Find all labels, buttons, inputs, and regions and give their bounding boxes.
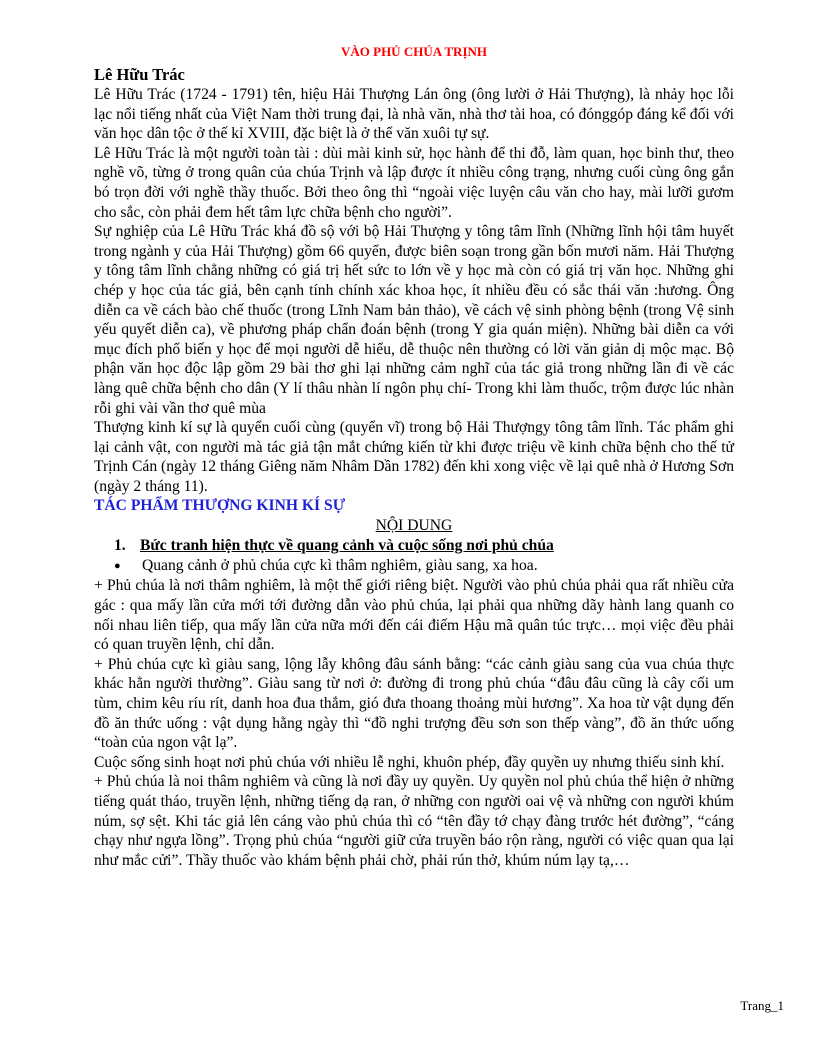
- body-paragraph-2: + Phủ chúa cực kì giàu sang, lộng lẫy không đâu sánh bằng: “các cảnh giàu sang của vua chúa thực khác hẳn người thường”. Giàu sang từ nơi ở: đường đi trong phủ chúa “đâu đâu cũng là cây cối um tùm, chim kêu ríu rít, danh hoa đua thắm, gió đưa thoang thoảng mùi hương”. Xa hoa từ vật dụng đến đồ ăn thức uống : vật dụng hằng ngày thì “đồ nghi trượng đều sơn son thếp vàng”, đồ ăn thức uống “toàn của ngon vật lạ”.: [94, 655, 734, 752]
- intro-paragraph-2: Lê Hữu Trác là một người toàn tài : dùi mài kinh sử, học hành để thi đỗ, làm quan, học binh thư, theo nghề võ, từng ở trong quân của chúa Trịnh và lập được ít nhiều công trạng, nhưng cuối cùng ông gắn bó trọn đời với nghề thầy thuốc. Bởi theo ông thì “ngoài việc luyện câu văn cho hay, mài lưỡi gươm cho sắc, còn phải đem hết tâm lực chữa bệnh cho người”.: [94, 144, 734, 221]
- intro-paragraph-1: Lê Hữu Trác (1724 - 1791) tên, hiệu Hải Thượng Lán ông (ông lười ở Hải Thượng), là nhảy học lỗi lạc nổi tiếng nhất của Việt Nam thời trung đại, là nhà văn, nhà thơ tài hoa, có đónggóp đáng kể đối với văn học dân tộc ở thế kỉ XVIII, đặc biệt là ở thể văn xuôi tự sự.: [94, 86, 734, 143]
- content-heading: NỘI DUNG: [375, 517, 453, 535]
- page-footer: Trang_1: [740, 998, 784, 1013]
- bullet-icon: ●: [114, 560, 121, 573]
- bullet-item-text: Quang cảnh ở phủ chúa cực kì thâm nghiêm, giàu sang, xa hoa.: [142, 557, 538, 575]
- intro-paragraph-3: Sự nghiệp của Lê Hữu Trác khá đồ sộ với bộ Hải Thượng y tông tâm lĩnh (Những lĩnh hội tâm huyết trong ngành y của Hải Thượng) gồm 66 quyển, được biên soạn trong gần bốn mươi năm. Hải Thượng y tông tâm lĩnh chẳng những có giá trị hết sức to lớn về y học mà còn có giá trị văn học. Những ghi chép y học của tác giả, bên cạnh tính chính xác khoa học, ít nhiều đều có sắc thái văn :hương. Ông diễn ca về cách bào chế thuốc (trong Lĩnh Nam bản thảo), về cách vệ sinh phòng bệnh (trong Vệ sinh yếu quyết diễn ca), về phương pháp chẩn đoán bệnh (trong Y gia quán miện). Những bài diễn ca với mục đích phổ biến y học để mọi người dễ hiểu, dễ thuộc nên thường có lời văn giản dị mộc mạc. Bộ phận văn học độc lập gồm 29 bài thơ ghi lại những cảm nghĩ của tác giả trong những lần đi về các làng quê chữa bệnh cho dân (Y lí thâu nhàn lí ngôn phụ chí- Trong khi làm thuốc, trộm được lúc nhàn rỗi ghi vài vần thơ quê mùa: [94, 223, 734, 417]
- author-heading: Lê Hữu Trác: [94, 65, 185, 84]
- intro-paragraph-4: Thượng kinh kí sự là quyển cuối cùng (quyển vĩ) trong bộ Hải Thượngy tông tâm lĩnh. Tác phẩm ghi lại cảnh vật, con người mà tác giả tận mắt chứng kiến từ khi được triệu về kinh chữa bệnh cho thế tử Trịnh Cán (ngày 12 tháng Giêng năm Nhâm Dần 1782) đến khi xong việc về lại quê nhà ở Hương Sơn (ngày 2 tháng 11).: [94, 419, 734, 495]
- section-heading: TÁC PHẨM THƯỢNG KINH KÍ SỰ: [94, 497, 346, 515]
- bullet-list-item: [94, 556, 734, 576]
- document-title: VÀO PHỦ CHÚA TRỊNH: [340, 44, 488, 59]
- document-body: [94, 42, 734, 870]
- list-number: 1.: [114, 537, 126, 555]
- numbered-list-item: [94, 536, 734, 556]
- body-paragraph-4: + Phủ chúa là noi thâm nghiêm và cũng là nơi đầy uy quyền. Uy quyền nol phủ chúa thể hiện ở những tiếng quát tháo, truyền lệnh, những tiếng dạ ran, ở những con người oai vệ và những con người khúm núm, sợ sệt. Khi tác giả lên cáng vào phủ chúa thì có “tên đầy tớ chạy đàng trước hét đường”, “cáng chạy như ngựa lồng”. Trọng phủ chúa “người giữ cửa truyền báo rộn ràng, người có việc quan qua lại như mắc cửi”. Thầy thuốc vào khám bệnh phải chờ, phải rún thở, khúm núm lạy tạ,…: [94, 773, 734, 869]
- list-item-text: Bức tranh hiện thực về quang cảnh và cuộc sống nơi phủ chúa: [140, 537, 554, 555]
- body-paragraph-3: Cuộc sống sinh hoạt nơi phủ chúa với nhiều lễ nghi, khuôn phép, đầy quyền uy nhưng thiếu sinh khí.: [94, 753, 725, 771]
- body-paragraph-1: + Phủ chúa là nơi thâm nghiêm, là một thế giới riêng biệt. Người vào phủ chúa phải qua rất nhiều cửa gác : qua mấy lần cửa mới tới đường dẫn vào phủ chúa, lại phải qua những dãy hành lang quanh co nối nhau liên tiếp, qua mấy lần cửa nữa mới đến cái điếm Hậu mã quân túc trực… mọi việc đều phải có quan truyền lệnh, chỉ dẫn.: [94, 577, 734, 654]
